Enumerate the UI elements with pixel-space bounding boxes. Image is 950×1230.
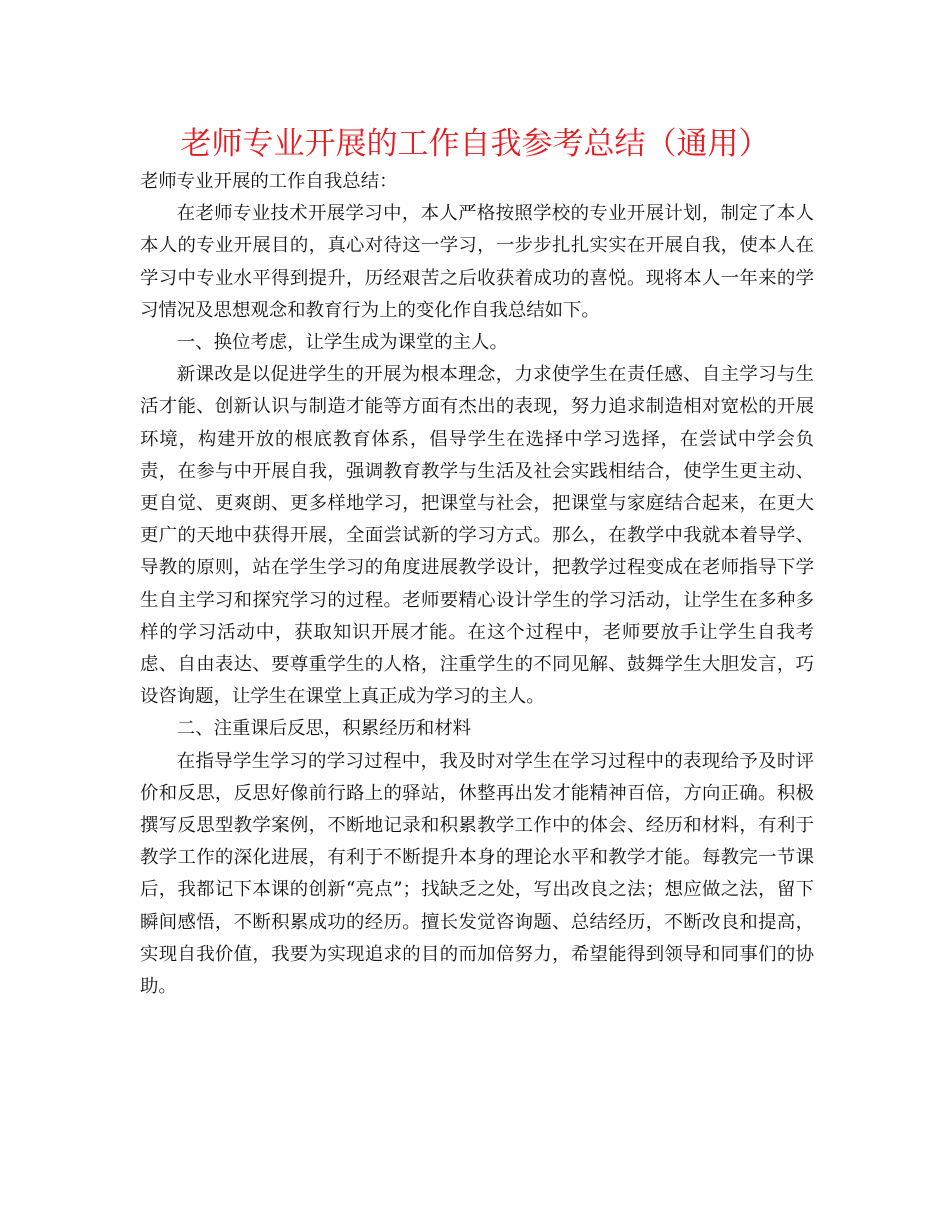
section-heading-2: 二、注重课后反思，积累经历和材料 (176, 718, 472, 740)
intro-line: 老师专业开展的工作自我总结： (140, 171, 398, 192)
document-title: 老师专业开展的工作自我参考总结（通用） (180, 126, 770, 162)
document-body (140, 166, 814, 1003)
paragraph-section-2: 在指导学生学习的学习过程中，我及时对学生在学习过程中的表现给予及时评价和反思，反思好像前行路上的驿站，休整再出发才能精神百倍，方向正确。积极撰写反思型教学案例，不断地记录和积累教学工作中的体会、经历和材料，有利于教学工作的深化进展，有利于不断提升本身的理论水平和教学才能。每教完一节课后，我都记下本课的创新“亮点”；找缺乏之处，写出改良之法；想应做之法，留下瞬间感悟，不断积累成功的经历。擅长发觉咨询题、总结经历，不断改良和提高，实现自我价值，我要为实现追求的目的而加倍努力，希望能得到领导和同事们的协助。 (140, 750, 814, 998)
section-heading-1: 一、换位考虑，让学生成为课堂的主人。 (176, 332, 508, 354)
paragraph-overview: 在老师专业技术开展学习中，本人严格按照学校的专业开展计划，制定了本人本人的专业开展目的，真心对待这一学习，一步步扎扎实实在开展自我，使本人在学习中专业水平得到提升，历经艰苦之后收获着成功的喜悦。现将本人一年来的学习情况及思想观念和教育行为上的变化作自我总结如下。 (140, 203, 814, 321)
paragraph-section-1: 新课改是以促进学生的开展为根本理念，力求使学生在责任感、自主学习与生活才能、创新认识与制造才能等方面有杰出的表现，努力追求制造相对宽松的开展环境，构建开放的根底教育体系，倡导学生在选择中学习选择，在尝试中学会负责，在参与中开展自我，强调教育教学与生活及社会实践相结合，使学生更主动、更自觉、更爽朗、更多样地学习，把课堂与社会，把课堂与家庭结合起来，在更大更广的天地中获得开展，全面尝试新的学习方式。那么，在教学中我就本着导学、导教的原则，站在学生学习的角度进展教学设计，把教学过程变成在老师指导下学生自主学习和探究学习的过程。老师要精心设计学生的学习活动，让学生在多种多样的学习活动中，获取知识开展才能。在这个过程中，老师要放手让学生自我考虑、自由表达、要尊重学生的人格，注重学生的不同见解、鼓舞学生大胆发言，巧设咨询题，让学生在课堂上真正成为学习的主人。 (140, 364, 814, 708)
